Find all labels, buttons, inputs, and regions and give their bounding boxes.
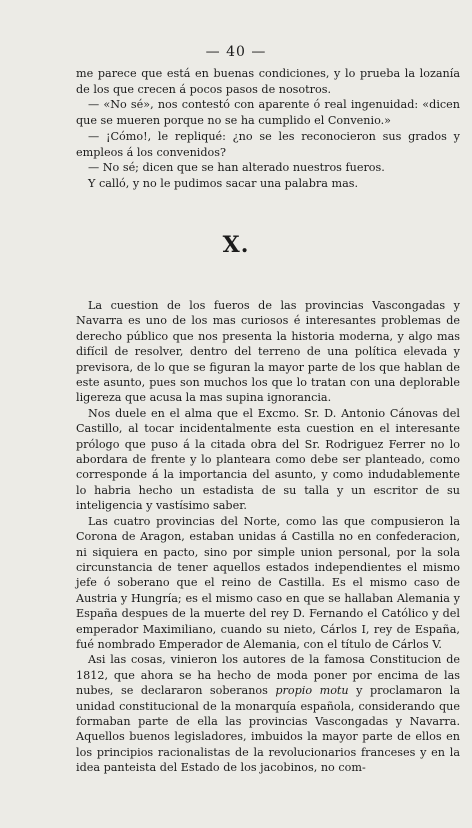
dialogue-line: — «No sé», nos contestó con aparente ó real ingenuidad: «dicen que se mueren porque no se ha cumplido el Convenio.» <box>76 98 460 128</box>
dialogue-line: — ¡Cómo!, le repliqué: ¿no se les reconocieron sus grados y empleos á los convenidos? <box>76 129 460 159</box>
body-paragraph: La cuestion de los fueros de las provincias Vascongadas y Navarra es uno de los mas curiosos é interesantes problemas de derecho público que nos presenta la historia moderna, y algo mas difícil de resolver, dentro del terreno de una política elevada y previsora, de lo que se figuran la mayor parte de los que hablan de este asunto, pues son muchos los que lo tratan con una deplorable ligereza que acusa la mas supina ignorancia. <box>76 299 460 405</box>
body-paragraph: Las cuatro provincias del Norte, como las que compusieron la Corona de Aragon, estaban unidas á Castilla no en confederacion, ni siquiera en pacto, sino por simple union personal, por la sola circunstancia de tener aquellos estados independientes el mismo jefe ó soberano que el reino de Castilla. Es el mismo caso de Austria y Hungría; es el mismo caso en que se hallaban Alemania y España despues de la muerte del rey D. Fernando el Católico y del emperador Maximiliano, cuando su nieto, Cárlos I, rey de España, fué nombrado Emperador de Alemania, con el título de Cárlos V. <box>76 514 460 651</box>
body-paragraph: Nos duele en el alma que el Excmo. Sr. D. Antonio Cánovas del Castillo, al tocar incidentalmente esta cuestion en el interesante prólogo que puso á la citada obra del Sr. Rodriguez Ferrer no lo abordara de frente y lo planteara como debe ser planteado, como corresponde á la importancia del asunto, y como indudablemente lo habria hecho un estadista de su talla y un escritor de su inteligencia y vastísimo saber. <box>76 406 460 513</box>
page-number: — 40 — <box>205 44 267 60</box>
body-paragraph-last <box>76 652 460 775</box>
chapter-heading: X. <box>222 232 250 258</box>
dialogue-line: Y calló, y no le pudimos sacar una palabra mas. <box>88 176 359 190</box>
chapter-body <box>76 298 460 776</box>
italic-phrase: propio motu <box>275 684 349 698</box>
dialogue-line: — No sé; dicen que se han alterado nuestros fueros. <box>88 161 385 175</box>
paragraph-text: y proclamaron la unidad constitucional de la monarquía española, considerando que formaban parte de ella las provincias Vascongadas y Navarra. Aquellos buenos legisladores, imbuidos la mayor parte de ellos en los principios racionalistas de la revolucionarios franceses y en la idea panteista del Estado de los jacobinos, no com- <box>76 684 461 775</box>
dialogue-block <box>76 66 460 192</box>
paragraph-text: Asi las cosas, vinieron los autores de la famosa Constitucion de 1812, que ahora se ha hecho de moda poner por encima de las nubes, se declararon soberanos <box>76 653 460 698</box>
dialogue-line: me parece que está en buenas condiciones, y lo prueba la lozanía de los que crecen á pocos pasos de nosotros. <box>76 67 460 96</box>
